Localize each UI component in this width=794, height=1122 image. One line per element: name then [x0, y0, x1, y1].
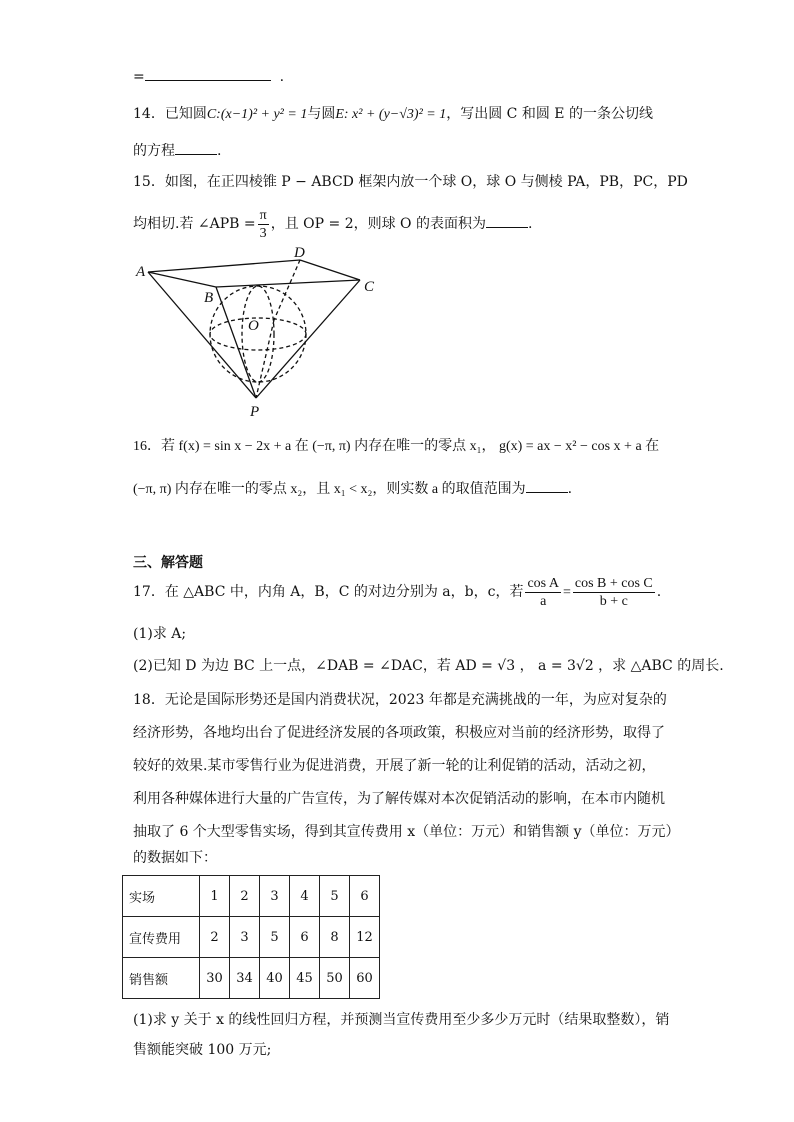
center-label-o: O — [248, 318, 259, 334]
q18-line-5: 抽取了 6 个大型零售实场，得到其宣传费用 x（单位：万元）和销售额 y（单位：万元） — [133, 824, 680, 840]
q16-answer-blank[interactable] — [526, 478, 568, 493]
q14-circle-c: C:(x−1)² + y² = 1 — [206, 107, 308, 122]
q14-text-d: 的方程 — [133, 143, 175, 159]
section-title-solutions: 三、解答题 — [133, 555, 203, 571]
q18-part-1-line-2: 售额能突破 100 万元; — [133, 1042, 272, 1058]
table-cell: 2 — [230, 876, 260, 917]
q18-data-table — [122, 875, 380, 999]
table-row — [123, 917, 380, 958]
q14-line-1 — [133, 104, 653, 125]
table-cell: 45 — [290, 958, 320, 999]
q13-answer-line — [133, 66, 284, 87]
q15-angle-fraction — [258, 207, 269, 242]
q15-period: . — [527, 216, 533, 232]
edge-da — [148, 260, 300, 272]
q15-line-1 — [133, 172, 688, 192]
q15-fraction-numerator: π — [259, 207, 267, 223]
table-cell: 5 — [260, 917, 290, 958]
q14-line-2 — [133, 140, 221, 161]
table-cell: 3 — [260, 876, 290, 917]
q17-period: . — [656, 584, 662, 600]
q14-circle-e: E: x² + (y−√3)² = 1 — [335, 107, 447, 122]
q17-equals: = — [562, 585, 571, 600]
q14-text-b: 与圆 — [307, 106, 336, 122]
table-cell: 4 — [290, 876, 320, 917]
q15-text-b: 均相切.若 ∠APB = — [133, 216, 256, 232]
table-cell: 8 — [320, 917, 350, 958]
q17-right-numerator: cos B + cos C — [574, 575, 653, 591]
table-cell: 34 — [230, 958, 260, 999]
q15-answer-blank[interactable] — [486, 213, 528, 228]
q17-left-denominator: a — [540, 593, 547, 609]
q13-equals: = — [133, 69, 145, 85]
table-row-header: 宣传费用 — [123, 917, 200, 958]
q17-fraction-left — [525, 575, 561, 610]
table-cell: 6 — [350, 876, 380, 917]
q16-text-a: 16．若 f(x) = sin x − 2x + a 在 (−π, π) 内存在唯一的零点 x₁， g(x) = ax − x² − cos x + a 在 — [133, 439, 660, 454]
table-row — [123, 958, 380, 999]
table-cell: 50 — [320, 958, 350, 999]
q17-left-numerator: cos A — [527, 575, 559, 591]
vertex-label-d: D — [294, 245, 305, 261]
table-cell: 6 — [290, 917, 320, 958]
vertex-label-b: B — [204, 290, 214, 306]
q15-text-a: 15．如图，在正四棱锥 P − ABCD 框架内放一个球 O，球 O 与侧棱 PA，PB，PC，PD — [133, 174, 688, 190]
table-row-header: 实场 — [123, 876, 200, 917]
table-row — [123, 876, 380, 917]
q17-part-2: (2)已知 D 为边 BC 上一点，∠DAB = ∠DAC，若 AD = √3 ， a = 3√2 ，求 △ABC 的周长. — [133, 658, 724, 674]
table-cell: 2 — [200, 917, 230, 958]
q16-line-2 — [133, 478, 572, 500]
table-cell: 5 — [320, 876, 350, 917]
edge-pb — [216, 287, 256, 398]
sphere-meridian — [242, 286, 274, 382]
edge-pc — [256, 280, 360, 398]
q17-line-1 — [133, 572, 661, 613]
pyramid-sphere-figure — [134, 244, 384, 424]
q16-period: . — [567, 481, 573, 497]
q13-answer-blank[interactable] — [145, 66, 271, 81]
q17-text-a: 17．在 △ABC 中，内角 A，B，C 的对边分别为 a，b，c，若 — [133, 584, 524, 600]
q17-right-denominator: b + c — [599, 593, 628, 609]
q18-part-1-line-1: (1)求 y 关于 x 的线性回归方程，并预测当宣传费用至少多少万元时（结果取整数），销 — [133, 1012, 670, 1028]
table-cell: 60 — [350, 958, 380, 999]
q14-text-c: ，写出圆 C 和圆 E 的一条公切线 — [446, 106, 653, 122]
q14-text-a: 14．已知圆 — [133, 106, 207, 122]
table-row-header: 销售额 — [123, 958, 200, 999]
q15-fraction-denominator: 3 — [259, 225, 267, 241]
table-cell: 40 — [260, 958, 290, 999]
q16-text-b: (−π, π) 内存在唯一的零点 x₂，且 x₁ < x₂，则实数 a 的取值范围为 — [133, 482, 526, 497]
sphere-outline — [210, 286, 306, 382]
q14-period: . — [217, 143, 222, 159]
vertex-label-p: P — [250, 404, 260, 420]
edge-cd — [300, 260, 360, 280]
edge-bc — [216, 280, 360, 287]
table-cell: 3 — [230, 917, 260, 958]
q15-line-2 — [133, 206, 532, 242]
table-cell: 12 — [350, 917, 380, 958]
q16-line-1 — [133, 436, 659, 457]
vertex-label-c: C — [364, 279, 375, 295]
q13-period: . — [279, 69, 285, 85]
vertex-label-a: A — [136, 264, 146, 280]
q18-line-4: 利用各种媒体进行大量的广告宣传，为了解传媒对本次促销活动的影响，在本市内随机 — [133, 791, 665, 807]
table-cell: 1 — [200, 876, 230, 917]
q15-text-c: ，且 OP = 2，则球 O 的表面积为 — [270, 216, 486, 232]
q17-fraction-right — [573, 575, 655, 610]
q18-line-1: 18．无论是国际形势还是国内消费状况，2023 年都是充满挑战的一年，为应对复杂的 — [133, 692, 667, 708]
q18-line-2: 经济形势，各地均出台了促进经济发展的各项政策，积极应对当前的经济形势，取得了 — [133, 725, 665, 741]
q14-answer-blank[interactable] — [175, 140, 217, 155]
q18-line-3: 较好的效果.某市零售行业为促进消费，开展了新一轮的让利促销的活动，活动之初， — [133, 758, 656, 774]
q17-part-1: (1)求 A; — [133, 626, 187, 642]
table-cell: 30 — [200, 958, 230, 999]
q18-line-6: 的数据如下： — [133, 850, 217, 866]
